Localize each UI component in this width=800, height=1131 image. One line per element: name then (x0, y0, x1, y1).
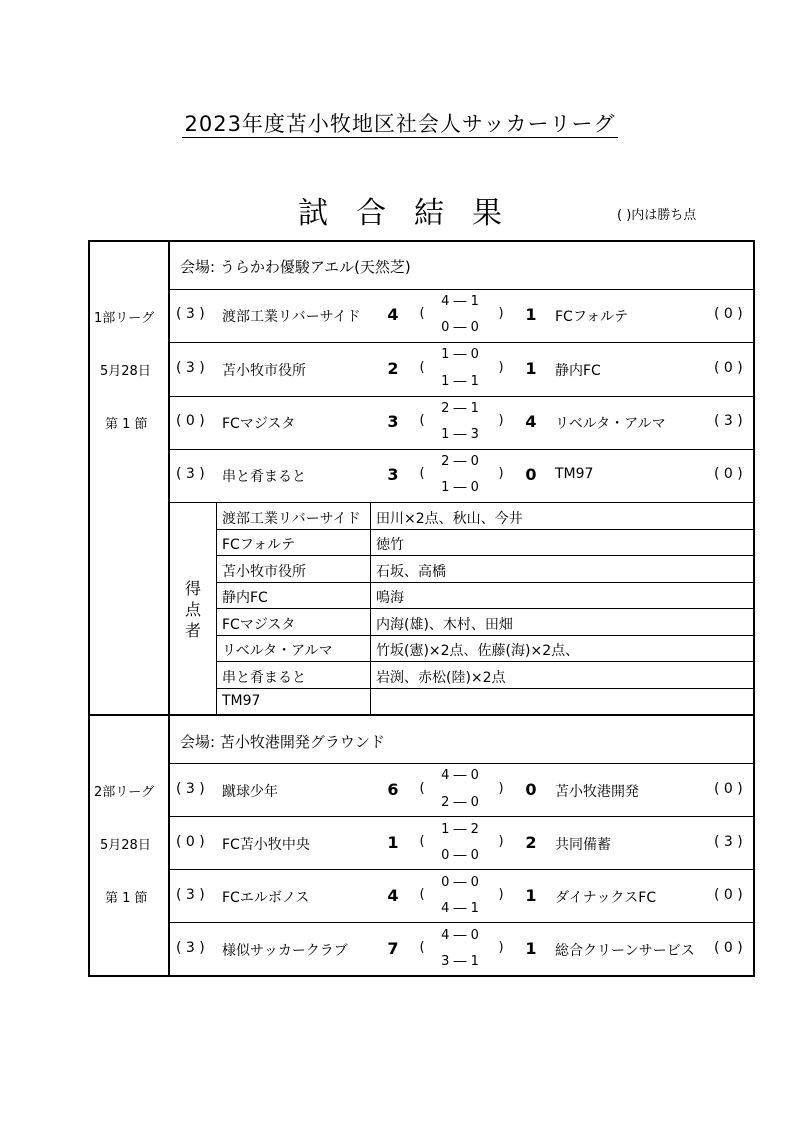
scorer-names: 石坂、高橋 (376, 564, 446, 580)
scorer-team: 渡部工業リバーサイド (222, 511, 361, 527)
home-team: FC苫小牧中央 (222, 837, 310, 853)
home-team: 渡部工業リバーサイド (222, 309, 361, 325)
league1-round: 第 1 節 (105, 417, 148, 432)
league1-date: 5月28日 (100, 364, 151, 379)
scorer-team: 静内FC (222, 590, 268, 606)
away-team: ダイナックスFC (555, 890, 657, 906)
scorer-team: TM97 (222, 693, 261, 709)
away-team: 総合クリーンサービス (555, 943, 695, 959)
page-title: 2023年度苫小牧地区社会人サッカーリーグ (184, 112, 616, 136)
scorer-names: 徳竹 (376, 537, 404, 553)
away-team: TM97 (555, 466, 594, 482)
away-team: FCフォルテ (555, 309, 629, 325)
scorer-names: 岩渕、赤松(陸)×2点 (376, 670, 506, 686)
home-team: FCマジスタ (222, 416, 296, 432)
league1-division: 1部リーグ (94, 311, 155, 326)
points-note: ( )内は勝ち点 (617, 208, 697, 223)
home-team: 苫小牧市役所 (222, 363, 306, 379)
away-team: 静内FC (555, 363, 601, 379)
away-team: 共同備蓄 (555, 837, 611, 853)
league2-venue: 会場: 苫小牧港開発グラウンド (180, 733, 385, 751)
scorer-names: 鳴海 (376, 590, 404, 606)
league1-venue: 会場: うらかわ優駿アエル(天然芝) (180, 258, 411, 276)
league2-date: 5月28日 (100, 838, 151, 853)
home-team: 様似サッカークラブ (222, 943, 348, 959)
home-team: 串と肴まると (222, 469, 306, 485)
home-team: 蹴球少年 (222, 784, 278, 800)
scorer-names: 竹坂(憲)×2点、佐藤(海)×2点、 (376, 643, 580, 659)
scorer-names: 田川×2点、秋山、今井 (376, 511, 523, 527)
scorer-team: 串と肴まると (222, 670, 306, 686)
scorer-team: FCマジスタ (222, 617, 296, 633)
scorer-team: 苫小牧市役所 (222, 564, 306, 580)
home-team: FCエルボノス (222, 890, 310, 906)
league2-division: 2部リーグ (94, 785, 155, 800)
page-subtitle: 試合結果 (298, 196, 530, 231)
scorers-label: 得 点 者 (184, 579, 201, 640)
away-team: リベルタ・アルマ (555, 416, 666, 432)
scorer-team: FCフォルテ (222, 537, 296, 553)
scorer-team: リベルタ・アルマ (222, 643, 333, 659)
away-team: 苫小牧港開発 (555, 784, 639, 800)
scorer-names: 内海(雄)、木村、田畑 (376, 617, 513, 633)
league2-round: 第 1 節 (105, 891, 148, 906)
